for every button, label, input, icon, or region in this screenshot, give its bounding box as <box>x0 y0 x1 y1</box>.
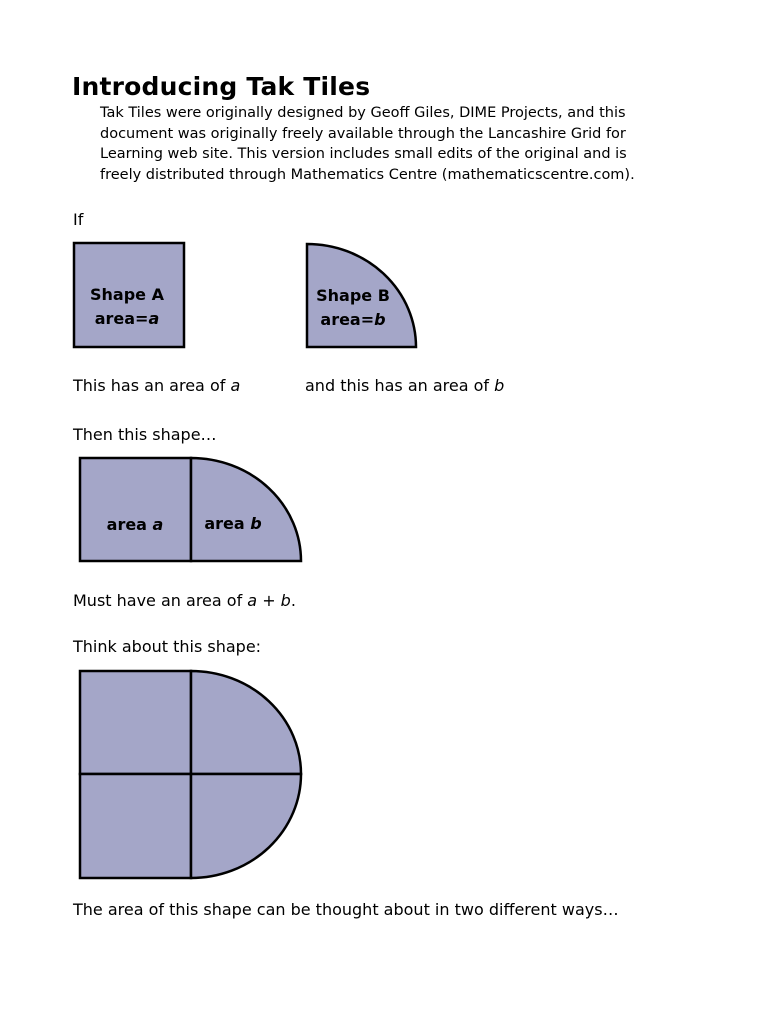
then-label: Then this shape… <box>73 425 217 444</box>
intro-line: Tak Tiles were originally designed by Geoff Giles, DIME Projects, and this <box>100 105 626 121</box>
combo-quarter-circle <box>191 458 301 561</box>
combo-right-label: area b <box>204 514 262 533</box>
tile-top-right <box>191 671 301 774</box>
shape-a-name: Shape A <box>90 285 164 304</box>
intro-line: freely distributed through Mathematics Centre (mathematicscentre.com). <box>100 166 635 183</box>
intro-line: document was originally freely available through the Lancashire Grid for <box>100 125 626 142</box>
tile-top-left <box>80 671 191 774</box>
shape-b-name: Shape B <box>316 286 390 305</box>
intro-line: Learning web site. This version includes small edits of the original and is <box>100 146 627 162</box>
shape-b-area: area=b <box>320 310 386 329</box>
tile-bottom-right <box>191 774 301 878</box>
think-label: Think about this shape: <box>73 637 262 656</box>
caption-a: This has an area of a <box>73 376 241 395</box>
closing-text: The area of this shape can be thought about in two different ways… <box>73 900 619 919</box>
shape-a-area: area=a <box>94 309 160 328</box>
if-label: If <box>73 210 84 229</box>
combo-left-label: area a <box>106 515 164 534</box>
tile-bottom-left <box>80 774 191 878</box>
combo-square <box>80 458 191 561</box>
page-title: Introducing Tak Tiles <box>72 72 371 101</box>
must-label: Must have an area of a + b. <box>73 591 296 610</box>
caption-b: and this has an area of b <box>305 376 505 395</box>
